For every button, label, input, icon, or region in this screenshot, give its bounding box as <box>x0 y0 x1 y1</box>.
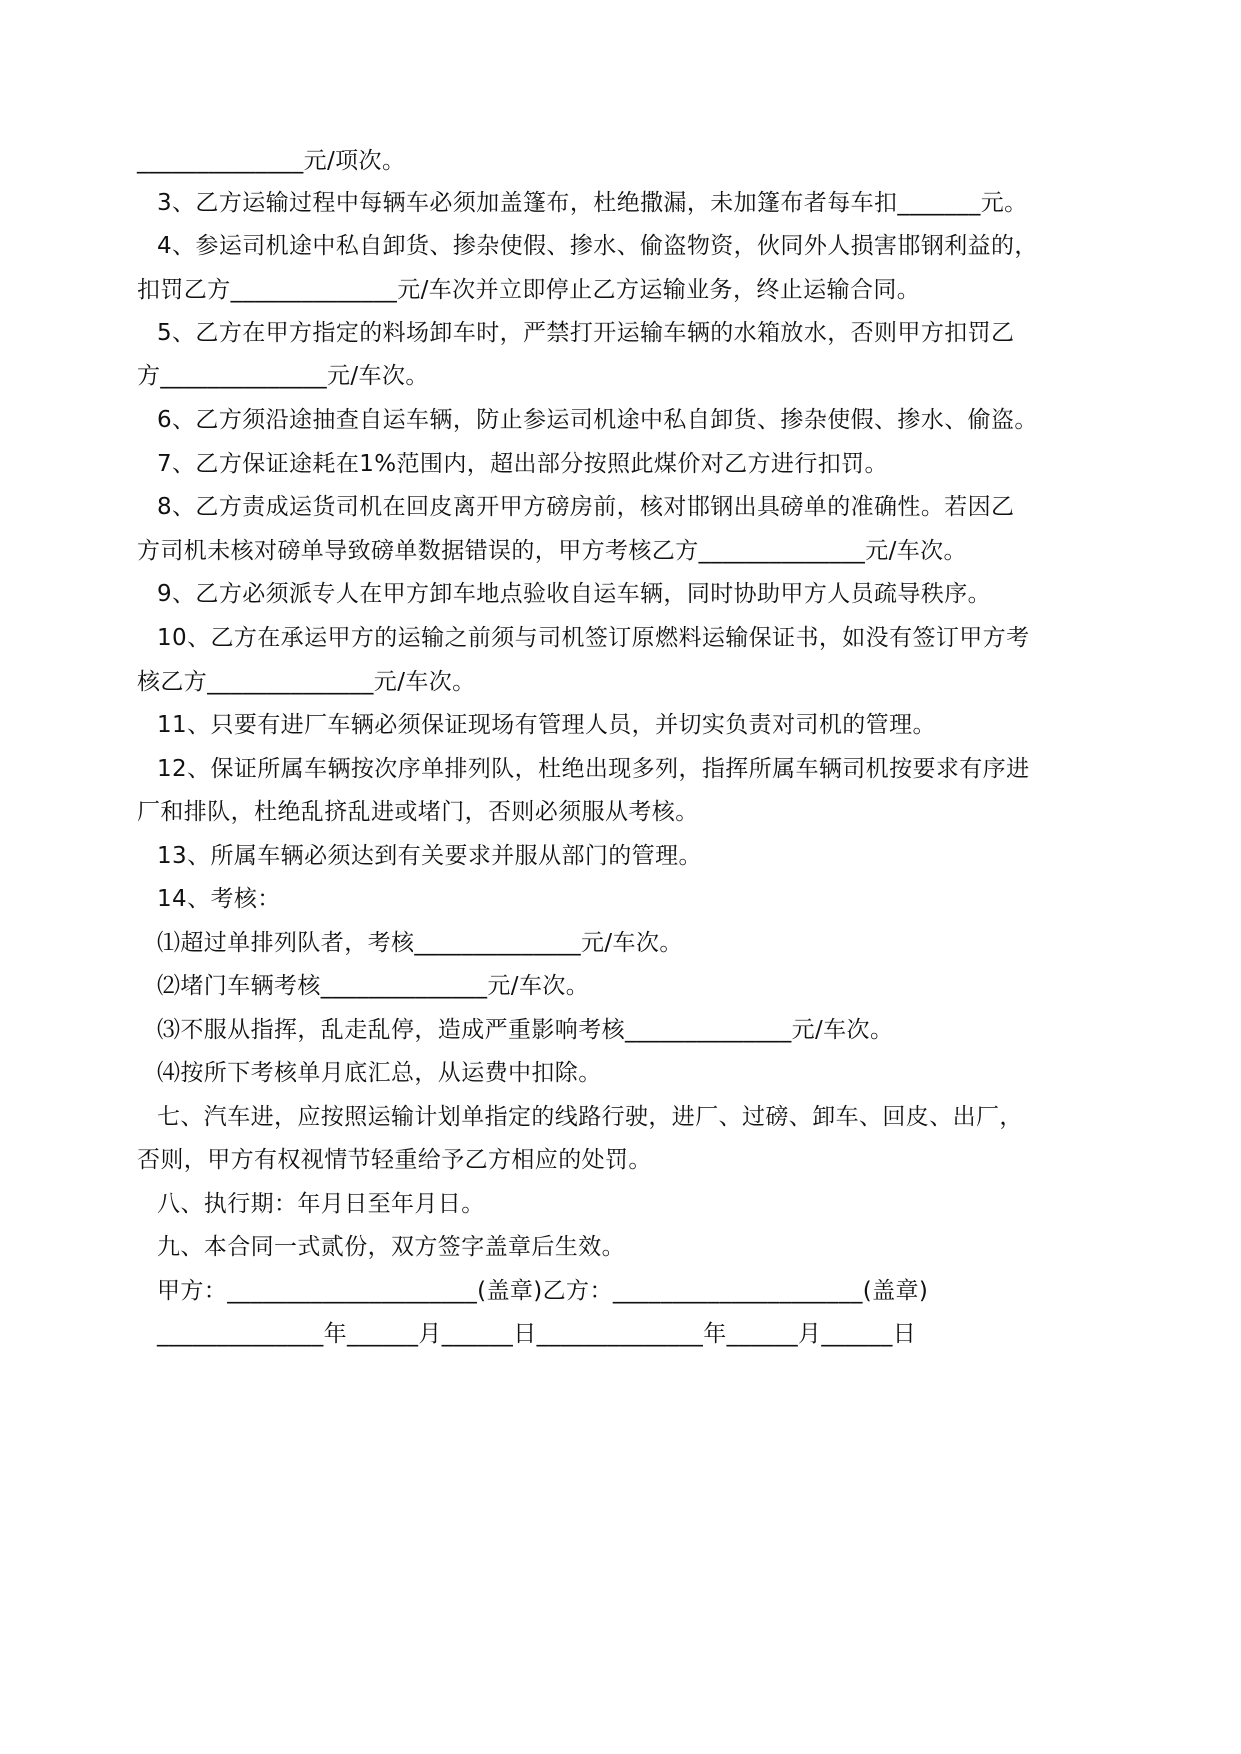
text-line: 八、执行期：年月日至年月日。 <box>157 1191 485 1217</box>
text-line: 否则，甲方有权视情节轻重给予乙方相应的处罚。 <box>137 1147 652 1173</box>
text-line: ⑶不服从指挥，乱走乱停，造成严重影响考核______________元/车次。 <box>157 1017 894 1043</box>
text-line: ⑵堵门车辆考核______________元/车次。 <box>157 973 590 999</box>
text-line: 九、本合同一式贰份，双方签字盖章后生效。 <box>157 1234 625 1260</box>
text-line: 9、乙方必须派专人在甲方卸车地点验收自运车辆，同时协助甲方人员疏导秩序。 <box>157 581 992 607</box>
text-line: ______________元/项次。 <box>137 148 406 174</box>
text-line: 七、汽车进，应按照运输计划单指定的线路行驶，进厂、过磅、卸车、回皮、出厂， <box>157 1104 1023 1130</box>
text-line: 8、乙方责成运货司机在回皮离开甲方磅房前，核对邯钢出具磅单的准确性。若因乙 <box>157 494 1015 520</box>
date-line: ______________年______月______日______________年______月______日 <box>157 1321 917 1347</box>
text-line: 厂和排队，杜绝乱挤乱进或堵门，否则必须服从考核。 <box>137 799 699 825</box>
text-line: 6、乙方须沿途抽查自运车辆，防止参运司机途中私自卸货、掺杂使假、掺水、偷盗。 <box>157 407 1038 433</box>
text-line: 10、乙方在承运甲方的运输之前须与司机签订原燃料运输保证书，如没有签订甲方考 <box>157 625 1030 651</box>
text-line: 核乙方______________元/车次。 <box>137 669 476 695</box>
text-line: ⑴超过单排列队者，考核______________元/车次。 <box>157 930 683 956</box>
text-line: 方______________元/车次。 <box>137 363 429 389</box>
text-line: 12、保证所属车辆按次序单排列队，杜绝出现多列，指挥所属车辆司机按要求有序进 <box>157 756 1030 782</box>
text-line: 11、只要有进厂车辆必须保证现场有管理人员，并切实负责对司机的管理。 <box>157 712 936 738</box>
text-line: 7、乙方保证途耗在1%范围内，超出部分按照此煤价对乙方进行扣罚。 <box>157 451 888 477</box>
text-line: ⑷按所下考核单月底汇总，从运费中扣除。 <box>157 1060 602 1086</box>
text-line: 方司机未核对磅单导致磅单数据错误的，甲方考核乙方______________元/车次。 <box>137 538 967 564</box>
text-line: 3、乙方运输过程中每辆车必须加盖篷布，杜绝撒漏，未加篷布者每车扣_______元。 <box>157 190 1028 216</box>
text-line: 14、考核： <box>157 886 281 912</box>
text-line: 13、所属车辆必须达到有关要求并服从部门的管理。 <box>157 843 702 869</box>
signature-line: 甲方：_____________________(盖章)乙方：_____________________(盖章) <box>157 1278 929 1304</box>
text-line: 4、参运司机途中私自卸货、掺杂使假、掺水、偷盗物资，伙同外人损害邯钢利益的， <box>157 233 1038 259</box>
text-line: 5、乙方在甲方指定的料场卸车时，严禁打开运输车辆的水箱放水，否则甲方扣罚乙 <box>157 320 1015 346</box>
text-line: 扣罚乙方______________元/车次并立即停止乙方运输业务，终止运输合同。 <box>137 277 921 303</box>
